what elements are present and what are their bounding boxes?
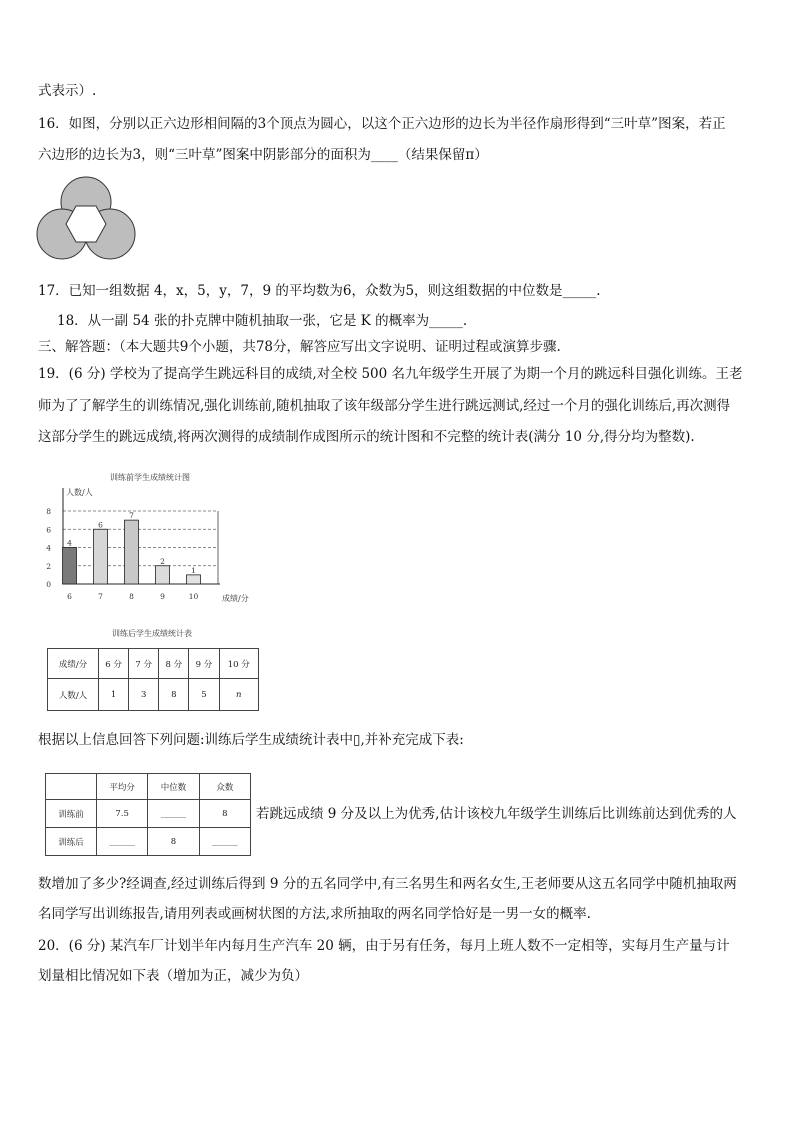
table-cell: n (219, 679, 258, 711)
table-cell: 众数 (199, 774, 250, 800)
clover-figure (36, 176, 136, 260)
table-cell: 平均分 (97, 774, 148, 800)
bar (156, 566, 170, 584)
x-tick-label: 9 (160, 592, 165, 601)
bar (187, 575, 201, 584)
stats-table (45, 773, 251, 856)
y-tick-label: 0 (46, 580, 51, 589)
bar-data-label: 6 (98, 520, 103, 530)
question-16-text: 16．如图，分别以正六边形相间隔的3个顶点为圆心，以这个正六边形的边长为半径作扇形得到“三叶草”图案，若正 (38, 116, 726, 132)
bar-data-label: 7 (129, 511, 134, 521)
y-tick-label: 2 (46, 561, 51, 571)
x-axis-label: 成绩/分 (222, 594, 249, 603)
question-19-text: 19．(6 分) 学校为了提高学生跳远科目的成绩,对全校 500 名九年级学生开展了为期一个月的跳远科目强化训练。王老 (38, 366, 743, 382)
table-cell: 7.5 (97, 800, 148, 828)
table-cell: 8 (159, 679, 189, 711)
table-cell: ______ (199, 828, 250, 856)
y-tick-label: 6 (46, 525, 51, 535)
x-tick-label: 10 (188, 592, 199, 601)
question-19-text-5: 若跳远成绩 9 分及以上为优秀,估计该校九年级学生训练后比训练前达到优秀的人 (256, 806, 737, 822)
table-cell (46, 774, 97, 800)
x-tick-label: 6 (67, 592, 72, 601)
question-19-text-4: 根据以上信息回答下列问题:训练后学生成绩统计表中▯,并补充完成下表: (38, 732, 464, 748)
y-tick-label: 8 (46, 507, 51, 516)
table-cell: 人数/人 (48, 679, 99, 711)
table-cell: 训练前 (46, 800, 97, 828)
bar (94, 529, 108, 584)
table-cell: 7 分 (129, 649, 159, 679)
question-20-text-2: 划量相比情况如下表（增加为正，减少为负） (38, 968, 308, 984)
chart-title: 训练前学生成绩统计图 (110, 473, 190, 482)
table-cell: 8 (148, 828, 199, 856)
table-cell: 3 (129, 679, 159, 711)
table-cell: ______ (148, 800, 199, 828)
question-19-text-3: 这部分学生的跳远成绩,将两次测得的成绩制作成图所示的统计图和不完整的统计表(满分 10 分,得分均为整数). (38, 429, 695, 445)
table-cell: 1 (99, 679, 129, 711)
after-training-table (47, 648, 259, 711)
table-cell: ______ (97, 828, 148, 856)
y-tick-label: 4 (46, 543, 51, 553)
table-cell: 中位数 (148, 774, 199, 800)
table-cell: 5 (189, 679, 219, 711)
bar-chart (40, 468, 270, 608)
bar-data-label: 4 (67, 538, 72, 548)
table-cell: 8 (199, 800, 250, 828)
x-tick-label: 8 (129, 592, 134, 601)
table-cell: 9 分 (189, 649, 219, 679)
text-line: 式表示）. (38, 83, 97, 99)
bar (125, 520, 139, 584)
x-tick-label: 7 (98, 592, 103, 601)
table-cell: 成绩/分 (48, 649, 99, 679)
table-cell: 10 分 (219, 649, 258, 679)
question-17-text: 17．已知一组数据 4，x，5，y，7，9 的平均数为6，众数为5，则这组数据的中位数是_____. (38, 283, 601, 299)
question-18-text: 18．从一副 54 张的扑克牌中随机抽取一张，它是 K 的概率为_____. (57, 313, 468, 329)
table-cell: 6 分 (99, 649, 129, 679)
question-16-text-2: 六边形的边长为3，则“三叶草”图案中阴影部分的面积为____（结果保留π） (38, 147, 488, 163)
question-19-text-7: 名同学写出训练报告,请用列表或画树状图的方法,求所抽取的两名同学恰好是一男一女的概率. (38, 906, 591, 922)
after-table-caption: 训练后学生成绩统计表 (112, 629, 192, 638)
y-axis-label: 人数/人 (66, 488, 93, 497)
question-19-text-6: 数增加了多少?经调查,经过训练后得到 9 分的五名同学中,有三名男生和两名女生,王老师要从这五名同学中随机抽取两 (38, 876, 737, 892)
bar (63, 548, 77, 585)
bar-data-label: 2 (160, 556, 165, 566)
table-cell: 8 分 (159, 649, 189, 679)
question-19-text-2: 师为了了解学生的训练情况,强化训练前,随机抽取了该年级部分学生进行跳远测试,经过一个月的强化训练后,再次测得 (38, 398, 731, 414)
bar-data-label: 1 (191, 565, 196, 575)
question-20-text: 20．(6 分) 某汽车厂计划半年内每月生产汽车 20 辆，由于另有任务，每月上班人数不一定相等，实每月生产量与计 (38, 938, 730, 954)
table-cell: 训练后 (46, 828, 97, 856)
section-3-heading: 三、解答题：（本大题共9个小题，共78分，解答应写出文字说明、证明过程或演算步骤. (38, 339, 561, 355)
